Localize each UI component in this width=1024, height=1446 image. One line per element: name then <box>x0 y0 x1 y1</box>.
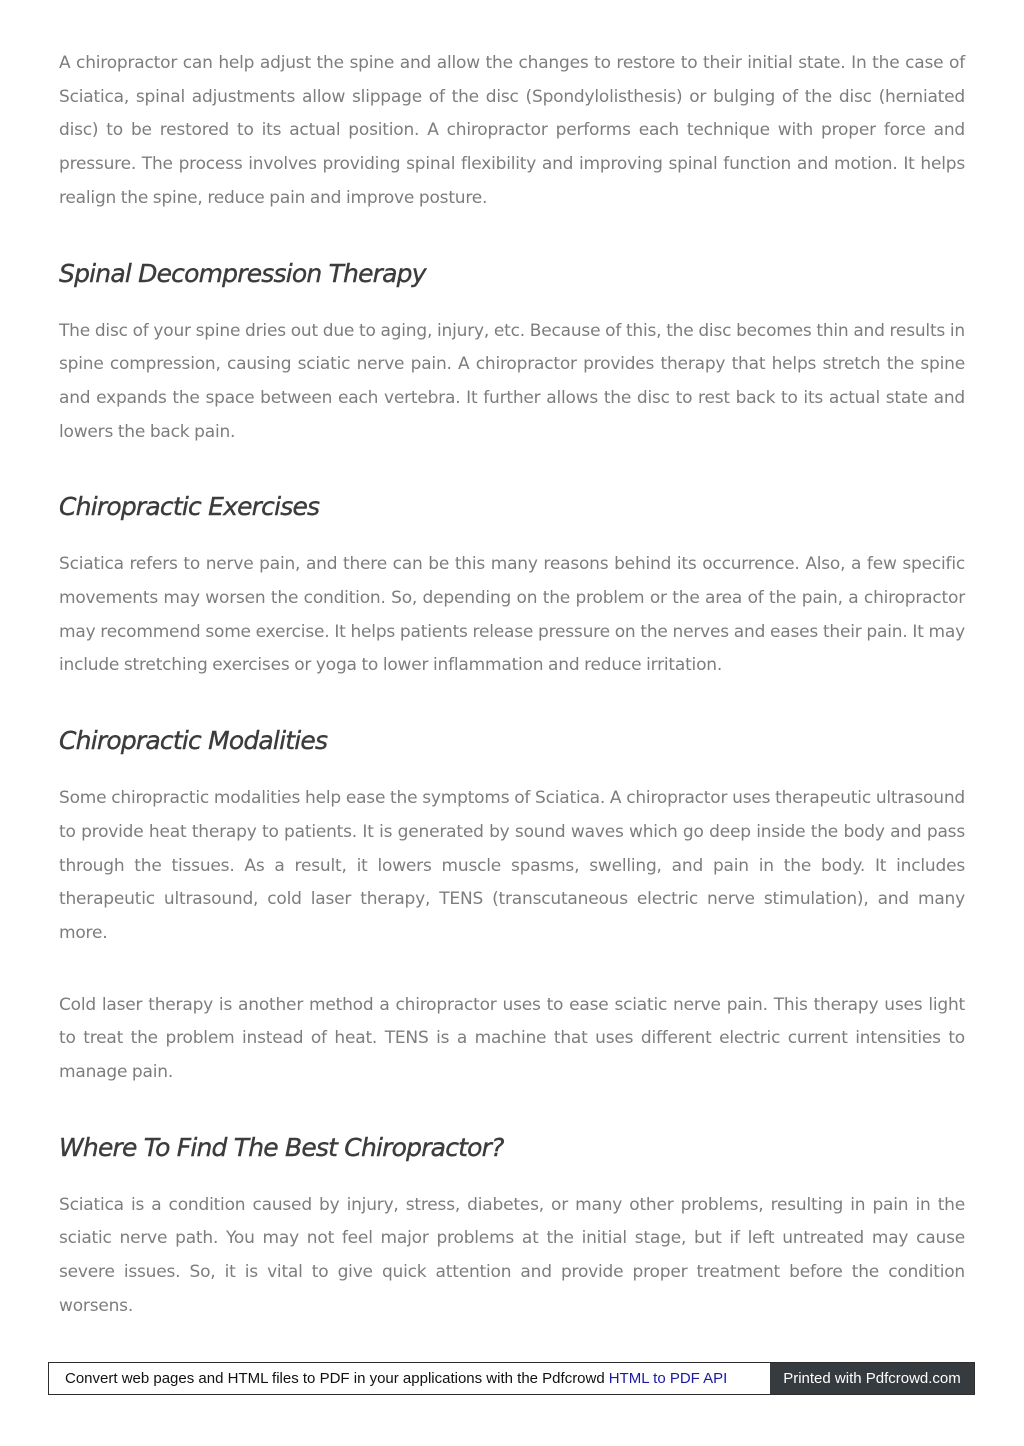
heading-chiropractic-exercises: Chiropractic Exercises <box>59 492 320 522</box>
paragraph-spinal-decompression: The disc of your spine dries out due to aging, injury, etc. Because of this, the disc becomes thin and results in spine compression, causing sciatic nerve pain. A chiropractor provides therapy that helps stretch the spine and expands the space between each vertebra. It further allows the disc to rest back to its actual state and lowers the back pain. <box>59 320 965 442</box>
paragraph-chiropractic-exercises: Sciatica refers to nerve pain, and there can be this many reasons behind its occurrence. Also, a few specific movements may worsen the condition. So, depending on the problem or the area of the pain, a chiropractor may recommend some exercise. It helps patients release pressure on the nerves and eases their pain. It may include stretching exercises or yoga to lower inflammation and reduce irritation. <box>59 554 965 676</box>
footer-convert-text: Convert web pages and HTML files to PDF in your applications with the Pdfcrowd <box>65 1370 605 1387</box>
pdfcrowd-footer <box>48 1362 975 1395</box>
heading-chiropractic-modalities: Chiropractic Modalities <box>59 726 328 756</box>
heading-where-to-find-best-chiropractor: Where To Find The Best Chiropractor? <box>59 1132 504 1162</box>
article-content <box>59 47 965 1324</box>
html-to-pdf-api-link[interactable]: HTML to PDF API <box>608 1370 728 1387</box>
paragraph-where-to-find: Sciatica is a condition caused by injury, stress, diabetes, or many other problems, resulting in pain in the sciatic nerve path. You may not feel major problems at the initial stage, but if left untreated may cause severe issues. So, it is vital to give quick attention and provide proper treatment before the condition worsens. <box>59 1194 965 1316</box>
intro-paragraph: A chiropractor can help adjust the spine and allow the changes to restore to their initial state. In the case of Sciatica, spinal adjustments allow slippage of the disc (Spondylolisthesis) or bulging of the disc (herniated disc) to be restored to its actual position. A chiropractor performs each technique with proper force and pressure. The process involves providing spinal flexibility and improving spinal function and motion. It helps realign the spine, reduce pain and improve posture. <box>59 53 965 208</box>
printed-with-pdfcrowd-badge[interactable]: Printed with Pdfcrowd.com <box>770 1363 974 1394</box>
footer-convert-notice <box>49 1363 770 1394</box>
paragraph-chiropractic-modalities: Some chiropractic modalities help ease the symptoms of Sciatica. A chiropractor uses therapeutic ultrasound to provide heat therapy to patients. It is generated by sound waves which go deep inside the body and pass through the tissues. As a result, it lowers muscle spasms, swelling, and pain in the body. It includes therapeutic ultrasound, cold laser therapy, TENS (transcutaneous electric nerve stimulation), and many more. <box>59 788 965 943</box>
heading-spinal-decompression-therapy: Spinal Decompression Therapy <box>59 258 426 288</box>
paragraph-cold-laser-therapy: Cold laser therapy is another method a chiropractor uses to ease sciatic nerve pain. This therapy uses light to treat the problem instead of heat. TENS is a machine that uses different electric current intensities to manage pain. <box>59 994 965 1083</box>
